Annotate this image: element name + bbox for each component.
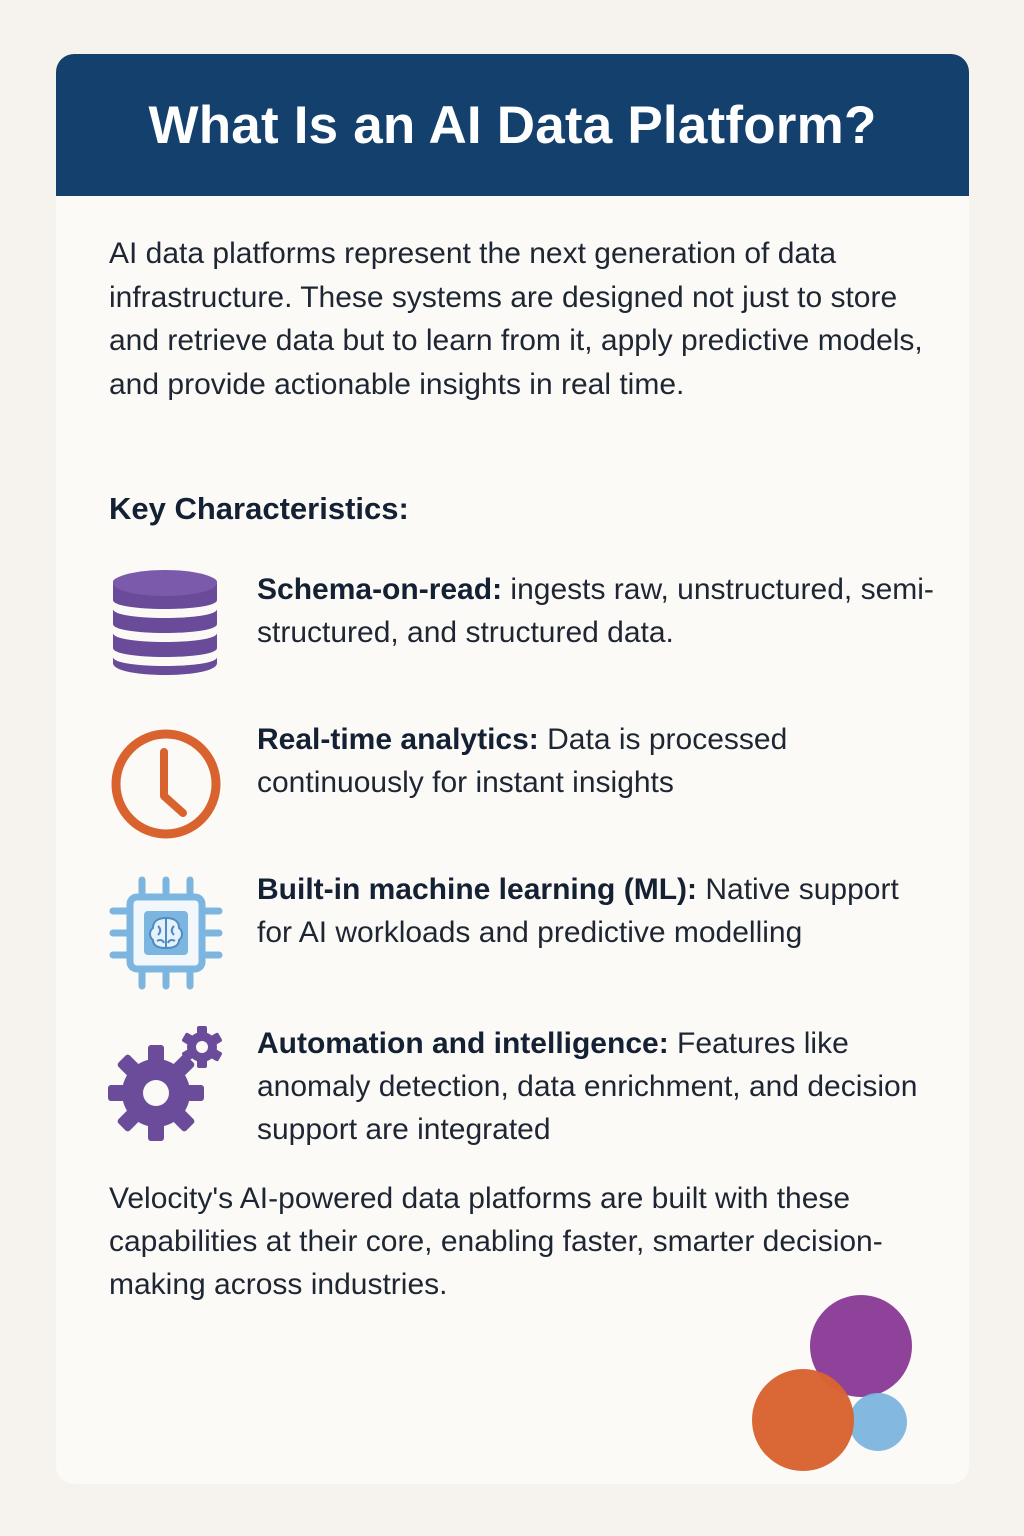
characteristic-automation xyxy=(106,1022,946,1172)
chip-brain-icon xyxy=(106,873,226,993)
characteristic-built-in-ml xyxy=(106,868,946,1018)
clock-icon xyxy=(106,724,226,844)
term-separator: : xyxy=(492,573,503,606)
characteristic-text xyxy=(257,718,937,804)
intro-paragraph: AI data platforms represent the next generation of data infrastructure. These systems are designed not just to store and retrieve data but to learn from it, apply predictive models, and provide actionable insights in real time. xyxy=(109,237,923,401)
characteristic-term: Automation and intelligence xyxy=(257,1027,659,1060)
key-characteristics-heading: Key Characteristics: xyxy=(109,491,409,526)
content-card xyxy=(56,54,969,1484)
characteristic-text xyxy=(257,568,937,654)
term-separator: : xyxy=(687,873,698,906)
decorative-circles xyxy=(752,1292,922,1472)
title-banner xyxy=(56,54,969,196)
blue-circle xyxy=(849,1393,907,1451)
characteristic-real-time-analytics xyxy=(106,718,946,848)
page-title: What Is an AI Data Platform? xyxy=(148,95,877,155)
gears-icon xyxy=(106,1023,226,1143)
characteristic-description: Features like anomaly detection, data enrichment, and decision support are integrated xyxy=(257,1027,918,1146)
characteristic-description: Native support for AI workloads and predictive modelling xyxy=(257,873,899,949)
characteristic-description: ingests raw, unstructured, semi-structured, and structured data. xyxy=(257,573,934,649)
characteristic-term: Schema-on-read xyxy=(257,573,493,606)
characteristic-schema-on-read xyxy=(106,568,946,698)
term-separator: : xyxy=(528,723,539,756)
characteristic-text xyxy=(257,1022,937,1151)
orange-circle xyxy=(752,1369,854,1471)
database-icon xyxy=(106,565,226,685)
characteristic-term: Built-in machine learning (ML) xyxy=(257,873,688,906)
characteristic-text xyxy=(257,868,937,954)
closing-paragraph: Velocity's AI-powered data platforms are built with these capabilities at their core, enabling faster, smarter decision-making across industries. xyxy=(109,1182,883,1301)
term-separator: : xyxy=(658,1027,669,1060)
characteristic-description: Data is processed continuously for instant insights xyxy=(257,723,788,799)
characteristic-term: Real-time analytics xyxy=(257,723,529,756)
